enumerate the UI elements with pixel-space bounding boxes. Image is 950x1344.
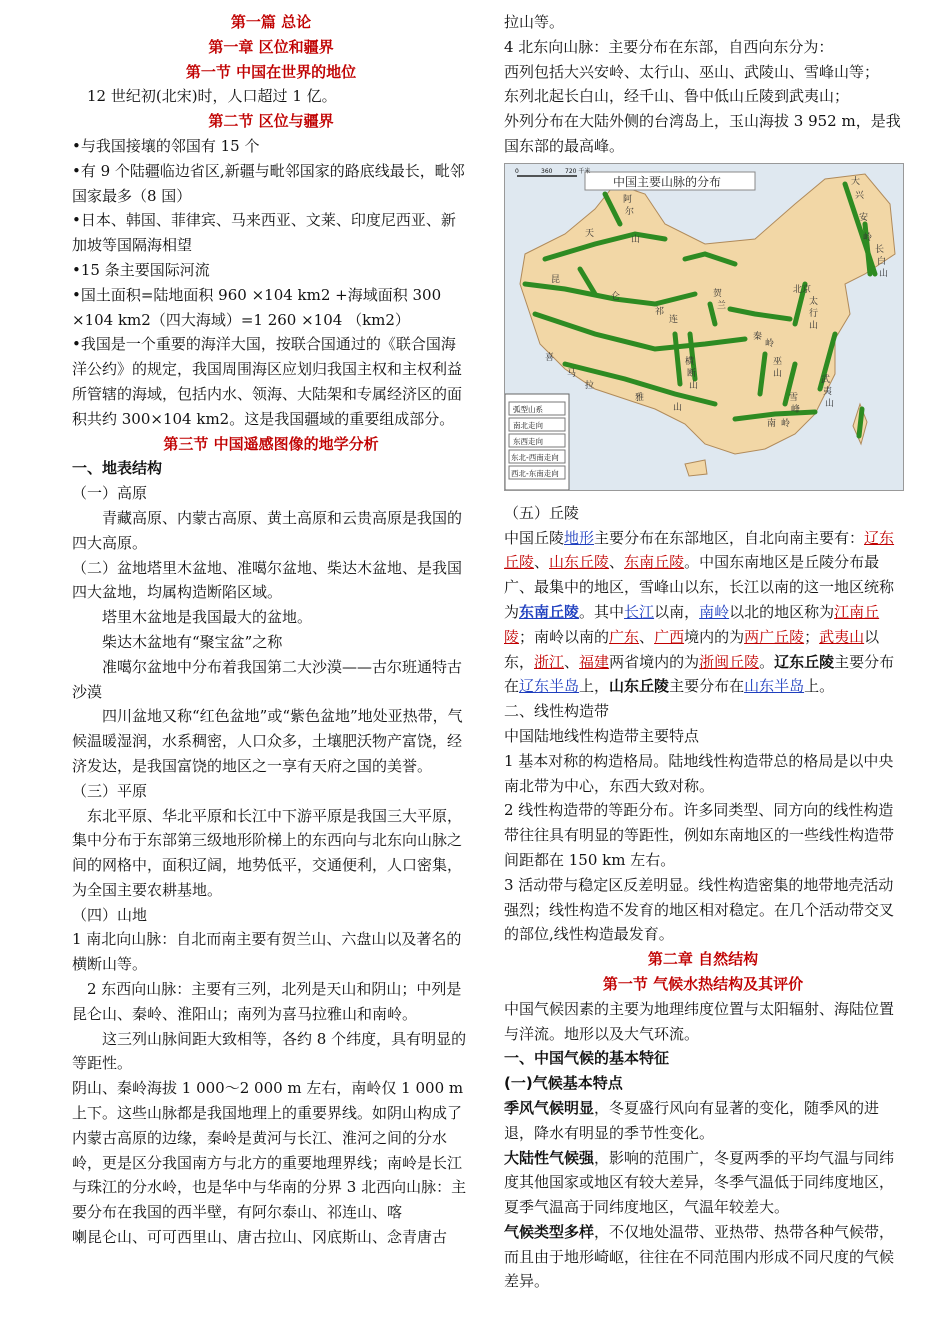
scale-label: 360 [541,167,553,175]
map-label: 山 [773,368,783,379]
legend-item: 东西走向 [513,436,543,446]
paragraph [504,1096,902,1146]
map-label: 武 [821,374,831,385]
link-jiangnan-hills[interactable]: 江南丘陵 [504,602,880,646]
paragraph: 东列北起长白山，经千山、鲁中低山丘陵到武夷山； [504,87,850,106]
map-title: 中国主要山脉的分布 [613,174,722,189]
part-title: 第一篇 总论 [230,13,312,31]
map-graphic [505,164,903,490]
link-changjiang[interactable]: 长江 [624,602,655,621]
map-label: 山 [825,398,835,409]
map-label: 贺 [713,288,723,299]
paragraph: 这三列山脉间距大致相等，各约 8 个纬度，具有明显的等距性。 [72,1029,467,1073]
map-label: 连 [669,314,679,325]
section-title: 第一节 气候水热结构及其评价 [602,974,804,993]
map-label: 山 [673,402,683,413]
link-guangxi[interactable]: 广西 [654,627,685,646]
heading: 一、地表结构 [72,459,163,478]
paragraph: 中国陆地线性构造带主要特点 [504,726,700,745]
text-run: ，不仅地处温带、亚热带、热带各种气候带，而且由于地形崎岖，往往在不同范围内形成不同尺度的气候差异。 [504,1222,895,1291]
map-label: 岭 [765,338,775,349]
bold-term: 季风气候明显 [504,1098,595,1117]
map-label: 雪 [789,392,799,403]
subheading: （四）山地 [72,905,148,924]
paragraph [504,1146,902,1220]
map-label: 祁 [655,306,665,317]
paragraph: 2 线性构造带的等距分布。许多同类型、同方向的线性构造带往往具有明显的等距性，例如东南地区的一些线性构造带间距都在 150 km 左右。 [504,801,895,869]
bullet-item: •我国是一个重要的海洋大国，按联合国通过的《联合国海洋公约》的规定，我国周围海区应划归我国主权和主权利益所管辖的海域，包括内水、领海、大陆架和专属经济区的面积共约 300×104 km2。这是我国疆域的重要组成部分。 [72,335,463,428]
legend-item: 南北走向 [513,420,543,430]
link-liangguang-hills[interactable]: 两广丘陵 [744,627,805,646]
paragraph: 12 世纪初(北宋)时，人口超过 1 亿。 [87,87,337,106]
link-liaodong-peninsula[interactable]: 辽东半岛 [519,677,580,696]
paragraph: 西列包括大兴安岭、太行山、巫山、武陵山、雪峰山等； [504,62,880,81]
paragraph: 东北平原、华北平原和长江中下游平原是我国三大平原，集中分布于东部第三级地形阶梯上的东西向与北东向山脉之间的网格中，面积辽阔，地势低平，交通便利，人口密集，为全国主要农耕基地。 [72,806,463,899]
legend-item: 西北-东南走向 [511,468,559,478]
bullet-item: •国土面积=陆地面积 960 ×104 km2 +海域面积 300 ×104 km2（四大海域）=1 260 ×104 （km2） [72,285,442,329]
text-run: 两省境内的为 [609,652,700,671]
bold-term: 辽东丘陵 [774,652,835,671]
map-label: 喜 [545,352,555,363]
paragraph: 2 东西向山脉：主要有三列，北列是天山和阴山；中列是昆仑山、秦岭、淮阳山；南列为喜马拉雅山和南岭。 [72,980,462,1023]
left-column [72,10,470,1250]
text-run: 主要分布在 [669,677,745,696]
bold-term: 气候类型多样 [504,1222,595,1241]
link-shandong-hills[interactable]: 山东丘陵 [549,553,610,572]
subheading: （一）高原 [72,484,148,503]
map-label: 兰 [717,300,727,311]
text-run: 。中国东南地区是丘陵分布最广、最集中的地区，雪峰山以东，长江以南的这一地区统称为 [504,553,895,621]
map-label: 尔 [625,206,635,217]
map-label: 北京 [793,284,812,295]
text-run: 、 [534,553,550,572]
heading: 一、中国气候的基本特征 [504,1049,670,1068]
paragraph: 外列分布在大陆外侧的台湾岛上，玉山海拔 3 952 m，是我国东部的最高峰。 [504,112,901,155]
link-terrain[interactable]: 地形 [564,528,595,547]
right-column [504,10,902,1294]
link-fujian[interactable]: 福建 [579,652,610,671]
map-label: 岭 [781,418,791,429]
chapter-title: 第一章 区位和疆界 [208,37,334,56]
map-label: 拉 [585,380,595,391]
paragraph: 喇昆仑山、可可西里山、唐古拉山、冈底斯山、念青唐古 [72,1228,448,1247]
bold-term: 山东丘陵 [609,677,670,696]
bullet-item: •15 条主要国际河流 [72,260,210,279]
text-run: 。其中 [579,602,625,621]
text-run: 主要分布在东部地区，自北向南主要有： [594,528,865,547]
paragraph: 中国气候因素的主要为地理纬度位置与太阳辐射、海陆位置与洋流。地形以及大气环流。 [504,999,895,1043]
text-run: 、 [609,553,625,572]
paragraph: 青藏高原、内蒙古高原、黄土高原和云贵高原是我国的四大高原。 [72,508,463,552]
map-label: 夷 [823,386,833,397]
link-liaodong-hills[interactable]: 辽东丘陵 [504,528,895,572]
hills-paragraph [504,526,902,700]
map-label: 安 [859,212,869,223]
text-run: 上。 [804,677,835,696]
map-label: 山 [879,268,889,279]
map-label: 马 [567,368,577,379]
map-label: 长 [875,244,885,255]
text-run: 以南， [654,602,700,621]
map-label: 天 [585,228,595,239]
paragraph: 塔里木盆地是我国最大的盆地。 [102,608,313,627]
text-run: 中国丘陵 [504,528,565,547]
map-label: 秦 [753,331,763,342]
text-run: 主要分布在 [504,652,895,696]
text-run: ； [804,627,820,646]
heading: 二、线性构造带 [504,702,610,721]
paragraph: 3 活动带与稳定区反差明显。线性构造密集的地带地壳活动强烈；线性构造不发育的地区相对稳定。在几个活动带交叉的部位,线性构造最发育。 [504,875,895,944]
bullet-item: •日本、韩国、菲律宾、马来西亚、文莱、印度尼西亚、新加坡等国隔海相望 [72,211,456,255]
scale-label: 0 [515,167,519,175]
section-title: 第三节 中国遥感图像的地学分析 [163,434,379,453]
map-label: 山 [809,320,819,331]
link-nanling[interactable]: 南岭 [699,602,730,621]
map-label: 白 [877,256,887,267]
map-label: 昆 [551,274,561,285]
link-wuyishan[interactable]: 武夷山 [819,627,865,646]
map-label: 雅 [635,392,645,403]
subheading: (一)气候基本特点 [504,1074,623,1093]
text-run: 、 [564,652,580,671]
scale-label: 720 千米 [565,167,591,175]
map-label: 太 [809,296,819,307]
paragraph: 四川盆地又称“红色盆地”或“紫色盆地”地处亚热带，气候温暖湿润，水系稠密，人口众多，土壤肥沃物产富饶，经济发达，是我国富饶的地区之一享有天府之国的美誉。 [72,707,463,775]
text-run: 、 [639,627,655,646]
section-title: 第一节 中国在世界的地位 [185,62,357,81]
map-label: 南 [767,418,777,429]
paragraph: 阴山、秦岭海拔 1 000～2 000 m 左右，南岭仅 1 000 m 上下。这些山脉都是我国地理上的重要界线。如阴山构成了内蒙古高原的边缘，秦岭是黄河与长江、淮河之间的分水岭，更是区分我国南方与北方的重要地理界线；南岭是长江与珠江的分水岭，也是华中与华南的分界 3 北西向山脉：主要分布在我国的西半壁，有阿尔泰山、祁连山、喀 [72,1079,467,1222]
link-shandong-peninsula[interactable]: 山东半岛 [744,677,805,696]
subheading: （三）平原 [72,781,148,800]
text-run: 境内的为 [684,627,745,646]
legend-item: 弧型山系 [513,404,543,414]
text-run: 。 [759,652,775,671]
bullet-item: •与我国接壤的邻国有 15 个 [72,136,260,155]
map-label: 峰 [791,404,801,415]
map-label: 巫 [773,356,783,367]
link-zhejiang[interactable]: 浙江 [534,652,565,671]
map-label: 断 [687,368,697,379]
link-zhemin-hills[interactable]: 浙闽丘陵 [699,652,760,671]
map-label: 山 [689,380,699,391]
map-label: 仑 [611,291,621,302]
map-label: 阿 [623,194,633,205]
section-title: 第二节 区位与疆界 [208,112,334,131]
text-run: 上， [579,677,610,696]
subheading: （五）丘陵 [504,503,580,522]
mountain-map [504,163,904,491]
map-label: 横 [685,356,695,367]
paragraph: （二）盆地塔里木盆地、准噶尔盆地、柴达木盆地、是我国四大盆地，均属构造断陷区域。 [72,558,463,602]
link-southeast-hills-bold[interactable]: 东南丘陵 [519,602,580,621]
paragraph: 1 基本对称的构造格局。陆地线性构造带总的格局是以中央南北带为中心，东西大致对称。 [504,751,894,795]
bold-term: 大陆性气候强 [504,1148,595,1167]
text-run: ；南岭以南的 [519,627,610,646]
map-label: 山 [631,234,641,245]
text-run: 以东， [504,627,880,671]
chapter-title: 第二章 自然结构 [647,950,759,969]
paragraph [504,1220,902,1294]
legend-item: 东北-西南走向 [511,452,559,462]
map-label: 岭 [863,232,873,243]
paragraph: 准噶尔盆地中分布着我国第二大沙漠——古尔班通特古沙漠 [72,657,463,701]
text-run: ，影响的范围广，冬夏两季的平均气温与同纬度其他国家或地区有较大差异，冬季气温低于同纬度地区，夏季气温高于同纬度地区，气温年较差大。 [504,1148,895,1217]
map-label: 行 [809,308,819,319]
map-label: 兴 [855,190,865,201]
bullet-item: •有 9 个陆疆临边省区,新疆与毗邻国家的路底线最长，毗邻国家最多（8 国） [72,161,465,205]
link-southeast-hills[interactable]: 东南丘陵 [624,553,685,572]
paragraph: 柴达木盆地有“聚宝盆”之称 [102,632,283,651]
paragraph: 1 南北向山脉：自北而南主要有贺兰山、六盘山以及著名的横断山等。 [72,930,462,974]
map-label: 大 [851,176,861,187]
paragraph: 拉山等。 [504,13,565,31]
text-run: 以北的地区称为 [729,602,835,621]
text-run: ，冬夏盛行风向有显著的变化，随季风的进退，降水有明显的季节性变化。 [504,1098,880,1142]
link-guangdong[interactable]: 广东 [609,627,640,646]
paragraph: 4 北东向山脉：主要分布在东部，自西向东分为： [504,37,834,56]
